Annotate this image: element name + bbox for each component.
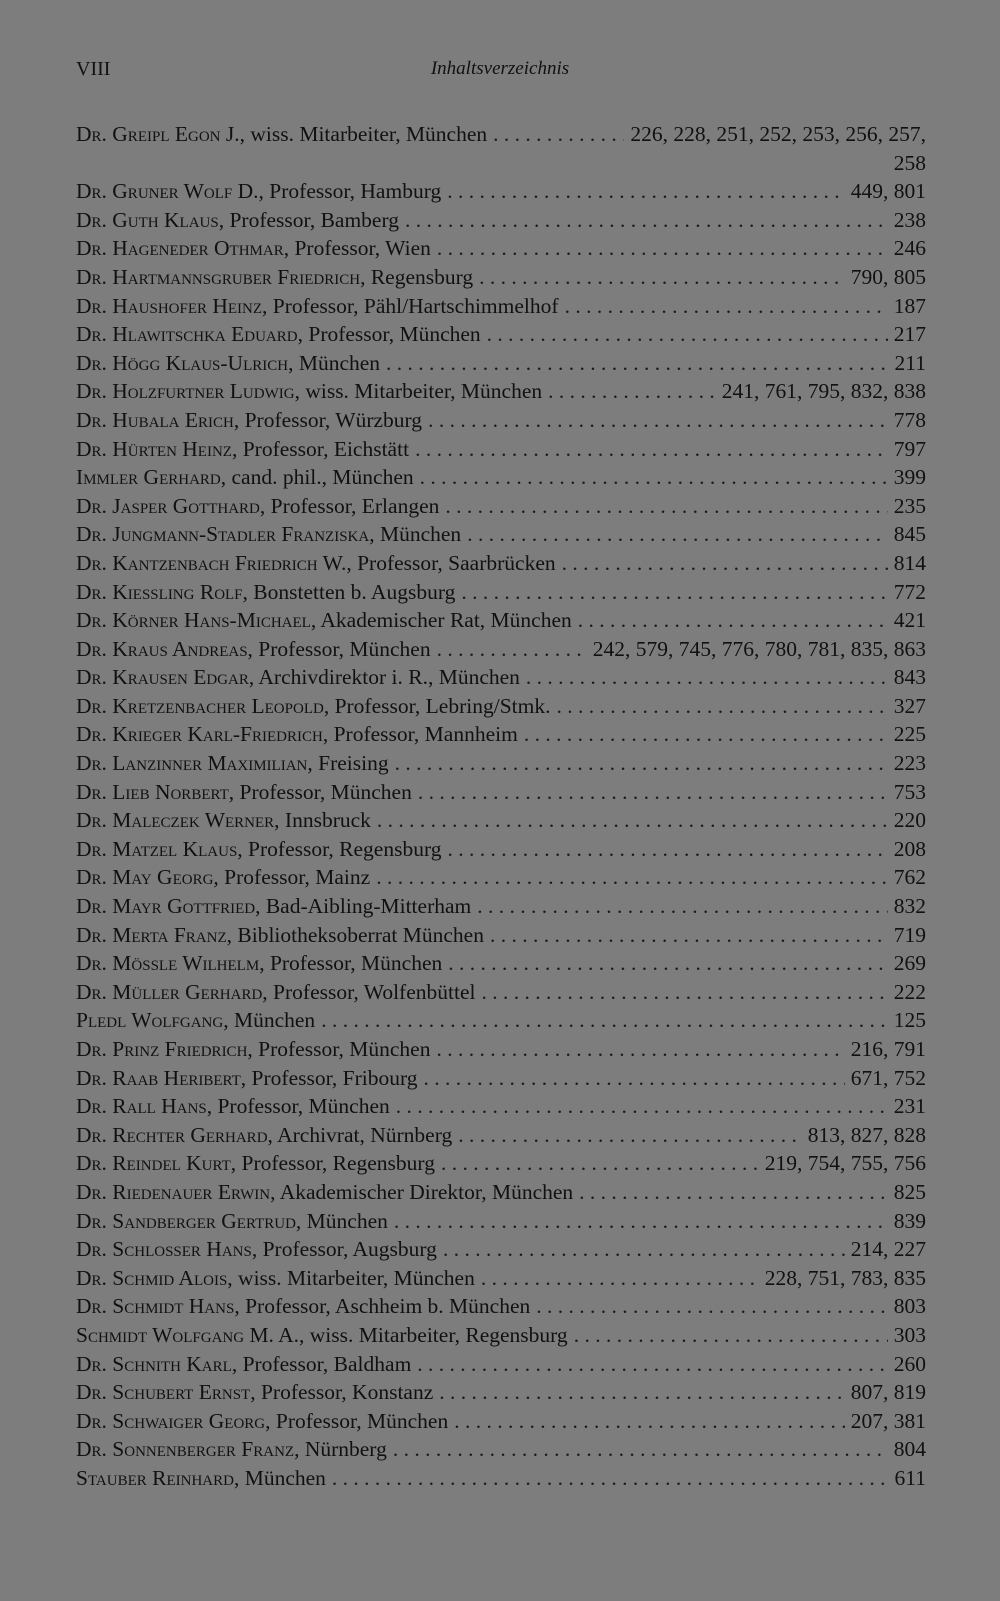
index-entry [76, 120, 926, 149]
entry-pages: 231 [893, 1094, 926, 1119]
entry-name: Dr. Schnith Karl [76, 1351, 232, 1376]
index-entry [76, 1064, 926, 1093]
entry-description: , Innsbruck [274, 808, 371, 833]
dot-leader [393, 1435, 888, 1464]
dot-leader [436, 1035, 844, 1064]
running-title: Inhaltsverzeichnis [430, 58, 570, 79]
entry-description: , Professor, Pähl/Hartschimmelhof [262, 293, 559, 318]
index-entry [76, 1435, 926, 1464]
entry-pages: 807, 819 [850, 1380, 926, 1405]
entry-description: , Professor, Aschheim b. München [234, 1294, 531, 1319]
dot-leader [467, 520, 888, 549]
dot-leader [526, 663, 888, 692]
entry-name: Dr. Merta Franz [76, 922, 227, 947]
dot-leader [578, 606, 888, 635]
entry-name: Dr. Hubala Erich [76, 407, 234, 432]
index-entry [76, 263, 926, 292]
entry-name: Dr. Prinz Friedrich [76, 1037, 248, 1061]
dot-leader [579, 1178, 888, 1207]
entry-name: Dr. Schmidt Hans [76, 1294, 235, 1319]
entry-pages: 839 [893, 1208, 926, 1233]
entry-description: , Professor, München [259, 951, 443, 976]
entry-name: Dr. Schubert Ernst [76, 1380, 251, 1405]
entry-description: , Professor, Hamburg [258, 179, 442, 204]
entry-description: , Professor, Regensburg [230, 1151, 435, 1176]
entry-description: , Regensburg [360, 264, 474, 289]
entry-description: , Professor, München [206, 1094, 390, 1119]
entry-description: , Professor, München [297, 322, 481, 347]
entry-name: Dr. Greipl Egon J. [76, 122, 240, 146]
dot-leader [321, 1006, 888, 1035]
index-entry [76, 978, 926, 1007]
dot-leader [479, 263, 845, 292]
entry-name: Dr. Sandberger Gertrud [76, 1208, 296, 1233]
dot-leader [394, 1207, 888, 1236]
dot-leader [524, 720, 888, 749]
index-entry [76, 492, 926, 521]
entry-description: , Professor, München [247, 1037, 431, 1061]
entry-description: , Professor, München [247, 636, 431, 661]
index-entry [76, 349, 926, 378]
index-entry [76, 1092, 926, 1121]
entry-pages: 207, 381 [850, 1408, 926, 1433]
entry-name: Dr. Schwaiger Georg [76, 1408, 266, 1433]
entry-name: Dr. Hlawitschka Eduard [76, 322, 298, 347]
entry-name: Dr. Hartmannsgruber Friedrich [76, 264, 361, 289]
index-entry [76, 1378, 926, 1407]
entry-name: Dr. Matzel Klaus [76, 836, 238, 861]
entry-pages: 303 [893, 1322, 926, 1347]
entry-description: , Professor, Regensburg [237, 836, 442, 861]
entry-description: , Professor, Eichstätt [231, 436, 410, 461]
index-entry [76, 377, 926, 406]
entry-pages: 825 [893, 1179, 926, 1204]
entry-name: Dr. Krieger Karl-Friedrich [76, 722, 323, 747]
index-entry [76, 692, 926, 721]
dot-leader [565, 292, 888, 321]
dot-leader [477, 892, 888, 921]
entry-name: Immler Gerhard [76, 465, 221, 490]
entry-name: Dr. Schlosser Hans [76, 1237, 252, 1262]
entry-name: Dr. Raab Heribert [76, 1065, 241, 1090]
dot-leader [437, 635, 587, 664]
entry-description: , Professor, Baldham [231, 1351, 412, 1376]
entry-pages: 814 [893, 550, 926, 575]
entry-description: , Freising [307, 751, 389, 776]
index-entry [76, 1121, 926, 1150]
entry-name: Dr. Mössle Wilhelm [76, 951, 260, 976]
index-entry [76, 1035, 926, 1064]
index-entry [76, 921, 926, 950]
entry-pages: 762 [893, 865, 926, 890]
entry-description: , Professor, Erlangen [259, 493, 440, 518]
entry-name: Dr. Jasper Gotthard [76, 493, 260, 518]
entry-description: , cand. phil., München [220, 465, 414, 490]
page-number: VIII [76, 58, 111, 80]
contributor-index-list [76, 120, 926, 1493]
entry-description: , Nürnberg [294, 1437, 387, 1462]
entry-pages: 804 [893, 1437, 926, 1462]
dot-leader [420, 463, 888, 492]
entry-pages: 327 [893, 693, 926, 718]
entry-name: Dr. May Georg [76, 865, 214, 890]
entry-description: , Professor, Mannheim [322, 722, 518, 747]
entry-name: Dr. Jungmann-Stadler Franziska [76, 522, 370, 547]
entry-pages: 125 [893, 1008, 926, 1033]
entry-name: Dr. Högg Klaus-Ulrich [76, 350, 289, 375]
entry-name: Dr. Mayr Gottfried [76, 894, 256, 919]
entry-pages: 611 [894, 1465, 926, 1490]
entry-description: , Professor, Würzburg [233, 407, 423, 432]
entry-name: Pledl Wolfgang [76, 1008, 224, 1033]
dot-leader [396, 1092, 888, 1121]
entry-description: , Akademischer Rat, München [310, 608, 572, 633]
dot-leader [493, 120, 624, 149]
entry-pages: 220 [893, 808, 926, 833]
entry-description: , Akademischer Direktor, München [270, 1179, 574, 1204]
dot-leader [386, 349, 889, 378]
dot-leader [395, 749, 888, 778]
entry-description: , wiss. Mitarbeiter, München [294, 379, 543, 404]
index-entry [76, 635, 926, 664]
entry-name: Dr. Guth Klaus [76, 207, 219, 232]
dot-leader [424, 1064, 845, 1093]
entry-pages: 214, 227 [850, 1237, 926, 1262]
dot-leader [574, 1321, 888, 1350]
entry-name: Schmidt Wolfgang M. A. [76, 1322, 300, 1347]
index-entry [76, 749, 926, 778]
entry-pages: 843 [893, 665, 926, 690]
dot-leader [562, 549, 888, 578]
index-entry [76, 549, 926, 578]
entry-pages: 797 [893, 436, 926, 461]
entry-name: Dr. Rall Hans [76, 1094, 207, 1119]
entry-description: , Bad-Aibling-Mitterham [255, 894, 472, 919]
dot-leader [481, 1264, 759, 1293]
entry-pages: 845 [893, 522, 926, 547]
dot-leader [461, 578, 887, 607]
entry-name: Dr. Kiessling Rolf [76, 579, 243, 604]
dot-leader [418, 778, 888, 807]
entry-pages: 778 [893, 407, 926, 432]
dot-leader [481, 978, 887, 1007]
dot-leader [536, 1292, 888, 1321]
entry-name: Dr. Kretzenbacher Leopold [76, 693, 324, 718]
entry-pages-continued: 258 [893, 150, 926, 175]
index-entry [76, 778, 926, 807]
entry-pages: 223 [893, 751, 926, 776]
entry-pages: 790, 805 [850, 264, 926, 289]
entry-pages: 216, 791 [850, 1037, 926, 1061]
entry-pages: 813, 827, 828 [807, 1122, 926, 1147]
entry-pages: 238 [893, 207, 926, 232]
entry-description: , Bonstetten b. Augsburg [242, 579, 456, 604]
entry-name: Dr. Lanzinner Maximilian [76, 751, 308, 776]
index-entry [76, 806, 926, 835]
entry-description: , wiss. Mitarbeiter, München [227, 1265, 475, 1290]
index-entry [76, 1235, 926, 1264]
index-entry [76, 578, 926, 607]
entry-pages: 225 [893, 722, 926, 747]
entry-pages: 803 [893, 1294, 926, 1319]
dot-leader [415, 435, 888, 464]
index-entry [76, 320, 926, 349]
entry-pages: 211 [894, 350, 926, 375]
dot-leader [490, 921, 888, 950]
entry-name: Dr. Reindel Kurt [76, 1151, 231, 1176]
entry-description: , Archivrat, Nürnberg [267, 1122, 453, 1147]
entry-name: Dr. Schmid Alois [76, 1265, 228, 1290]
dot-leader [428, 406, 888, 435]
entry-description: , wiss. Mitarbeiter, Regensburg [299, 1322, 568, 1347]
dot-leader [448, 949, 888, 978]
entry-pages: 219, 754, 755, 756 [764, 1151, 926, 1176]
index-entry [76, 206, 926, 235]
index-entry [76, 663, 926, 692]
index-entry [76, 1178, 926, 1207]
entry-name: Dr. Krausen Edgar [76, 665, 249, 690]
dot-leader [376, 863, 888, 892]
entry-name: Dr. Körner Hans-Michael [76, 608, 311, 633]
entry-pages: 217 [893, 322, 926, 347]
entry-pages: 421 [893, 608, 926, 633]
entry-name: Dr. Sonnenberger Franz [76, 1437, 295, 1462]
dot-leader [377, 806, 888, 835]
entry-description: , Professor, Saarbrücken [346, 550, 556, 575]
index-entry [76, 1407, 926, 1436]
dot-leader [443, 1235, 845, 1264]
entry-pages: 222 [893, 979, 926, 1004]
page-header [76, 58, 924, 88]
dot-leader [447, 177, 845, 206]
dot-leader [458, 1121, 802, 1150]
entry-description: , München [233, 1465, 326, 1490]
index-entry [76, 720, 926, 749]
entry-description: , Archivdirektor i. R., München [248, 665, 520, 690]
entry-pages: 753 [893, 779, 926, 804]
index-entry [76, 1350, 926, 1379]
entry-name: Dr. Hageneder Othmar [76, 236, 284, 261]
dot-leader [454, 1407, 845, 1436]
entry-description: , Professor, München [265, 1408, 449, 1433]
index-entry [76, 463, 926, 492]
entry-pages: 671, 752 [850, 1065, 926, 1090]
index-entry [76, 1149, 926, 1178]
entry-name: Dr. Müller Gerhard [76, 979, 263, 1004]
entry-description: , München [288, 350, 381, 375]
entry-pages: 399 [893, 465, 926, 490]
entry-name: Dr. Hürten Heinz [76, 436, 232, 461]
index-entry [76, 1292, 926, 1321]
index-entry [76, 1207, 926, 1236]
index-entry [76, 606, 926, 635]
entry-description: , Professor, Augsburg [251, 1237, 437, 1262]
index-entry [76, 435, 926, 464]
entry-name: Dr. Rechter Gerhard [76, 1122, 268, 1147]
entry-pages: 449, 801 [850, 179, 926, 204]
index-entry [76, 1464, 926, 1493]
entry-name: Dr. Maleczek Werner [76, 808, 275, 833]
dot-leader [447, 835, 887, 864]
entry-description: , wiss. Mitarbeiter, München [239, 122, 488, 146]
entry-description: , Professor, Wolfenbüttel [262, 979, 476, 1004]
entry-pages: 719 [893, 922, 926, 947]
dot-leader [332, 1464, 889, 1493]
entry-description: , München [369, 522, 462, 547]
entry-description: , Professor, München [228, 779, 412, 804]
dot-leader [445, 492, 887, 521]
index-entry [76, 1264, 926, 1293]
index-entry [76, 1321, 926, 1350]
entry-name: Dr. Holzfurtner Ludwig [76, 379, 295, 404]
entry-name: Dr. Haushofer Heinz [76, 293, 263, 318]
entry-pages: 241, 761, 795, 832, 838 [721, 379, 926, 404]
entry-description: , München [223, 1008, 316, 1033]
entry-pages: 242, 579, 745, 776, 780, 781, 835, 863 [592, 636, 926, 661]
index-entry [76, 520, 926, 549]
entry-description: , Professor, Konstanz [250, 1380, 434, 1405]
index-entry [76, 292, 926, 321]
entry-description: , Bibliotheksoberrat München [226, 922, 484, 947]
entry-description: , Professor, Fribourg [240, 1065, 418, 1090]
entry-pages: 208 [893, 836, 926, 861]
entry-name: Dr. Lieb Norbert [76, 779, 229, 804]
entry-description: , Professor, Bamberg [218, 207, 399, 232]
dot-leader [487, 320, 888, 349]
index-entry [76, 949, 926, 978]
index-entry [76, 406, 926, 435]
index-entry [76, 835, 926, 864]
index-entry [76, 892, 926, 921]
entry-pages: 269 [893, 951, 926, 976]
index-entry [76, 234, 926, 263]
index-entry [76, 177, 926, 206]
entry-pages: 187 [893, 293, 926, 318]
dot-leader [417, 1350, 887, 1379]
entry-pages: 260 [893, 1351, 926, 1376]
dot-leader [439, 1378, 844, 1407]
dot-leader [405, 206, 888, 235]
entry-pages: 772 [893, 579, 926, 604]
dot-leader [548, 377, 716, 406]
entry-description: , München [295, 1208, 388, 1233]
entry-pages: 246 [893, 236, 926, 261]
entry-pages: 228, 751, 783, 835 [764, 1265, 926, 1290]
dot-leader [441, 1149, 759, 1178]
entry-pages: 226, 228, 251, 252, 253, 256, 257, [630, 122, 926, 146]
entry-description: , Professor, Mainz [213, 865, 371, 890]
entry-name: Stauber Reinhard [76, 1465, 234, 1490]
entry-pages: 235 [893, 493, 926, 518]
entry-name: Dr. Kraus Andreas [76, 636, 248, 661]
dot-leader [556, 692, 887, 721]
index-entry [76, 1006, 926, 1035]
dot-leader [437, 234, 888, 263]
entry-name: Dr. Gruner Wolf D. [76, 179, 259, 204]
entry-description: , Professor, Wien [283, 236, 431, 261]
index-entry [76, 863, 926, 892]
entry-pages: 832 [893, 894, 926, 919]
entry-name: Dr. Riedenauer Erwin [76, 1179, 271, 1204]
entry-name: Dr. Kantzenbach Friedrich W. [76, 550, 347, 575]
entry-description: , Professor, Lebring/Stmk. [323, 693, 551, 718]
